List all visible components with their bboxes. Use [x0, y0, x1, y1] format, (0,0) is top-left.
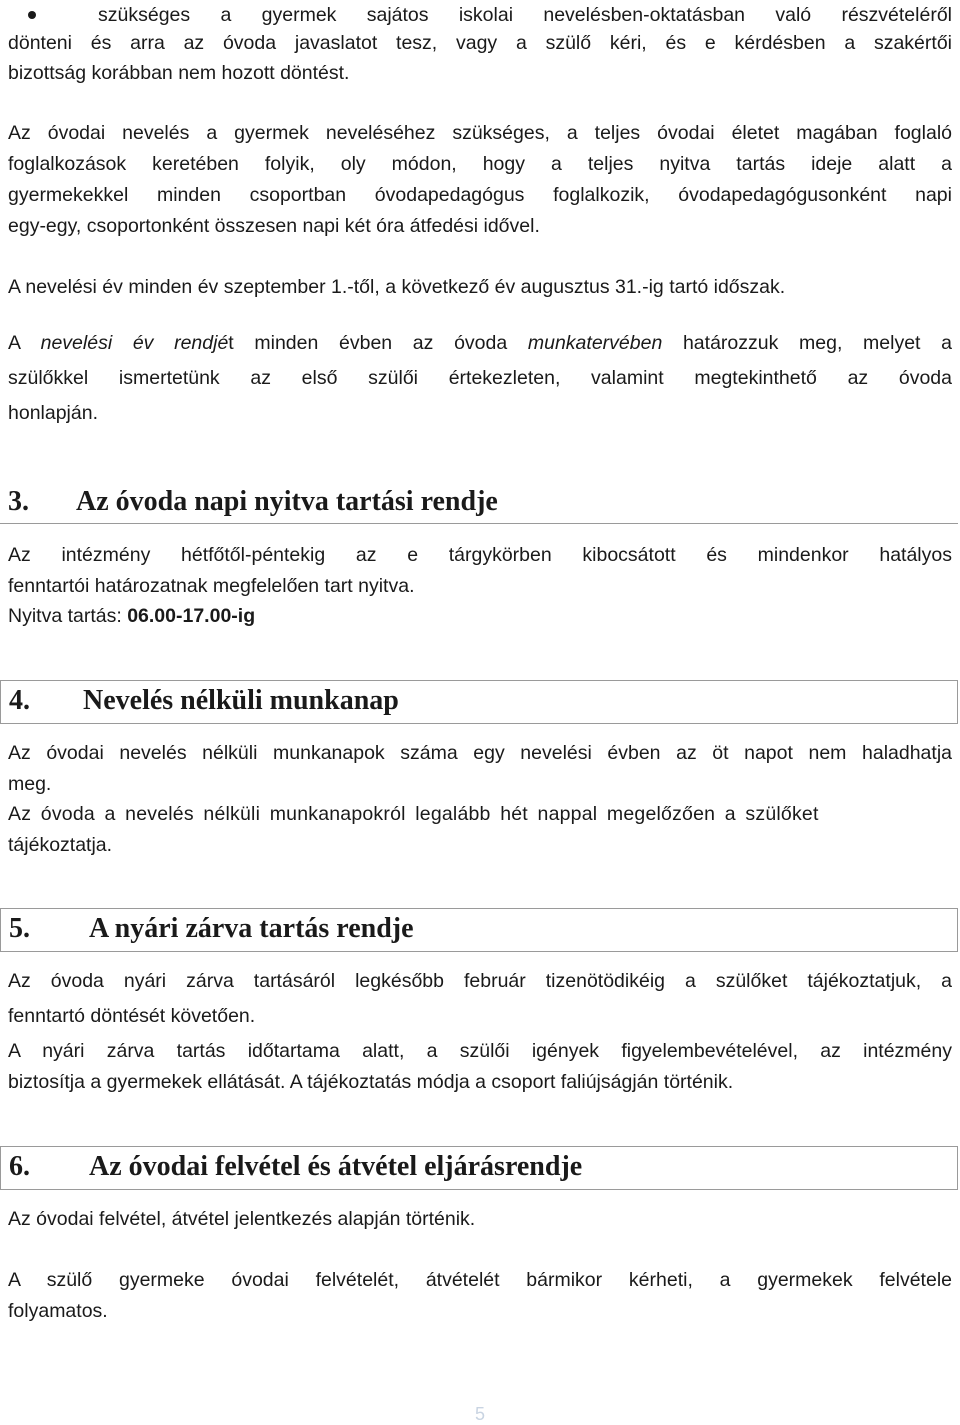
rend-italic-2: munkatervében: [527, 332, 663, 354]
bullet-line-3: bizottság korábban nem hozott döntést.: [8, 62, 350, 84]
opening-hours-label: Nyitva tartás:: [8, 605, 128, 627]
section-5-p1-line-1: Az óvoda nyári zárva tartásáról legkésőbb február tizenötödikéig a szülőket tájékoztatjuk, a: [8, 970, 952, 992]
section-5-p2-line-1: A nyári zárva tartás időtartama alatt, a szülői igények figyelembevételével, az intézmény: [8, 1040, 952, 1062]
section-3-p1-line-2: fenntartói határozatnak megfelelően tart nyitva.: [8, 575, 415, 597]
section-4-title: Nevelés nélküli munkanap: [83, 685, 399, 716]
bullet-line-2: dönteni és arra az óvoda javaslatot tesz, vagy a szülő kéri, és e kérdésben a szakértői: [8, 32, 952, 54]
section-6-title: Az óvodai felvétel és átvétel eljárásrendje: [89, 1151, 583, 1182]
rend-italic-1: nevelési év rendjé: [40, 332, 229, 354]
section-5-title: A nyári zárva tartás rendje: [89, 913, 414, 944]
nevelés-line-4: egy-egy, csoportonként összesen napi két óra átfedési idővel.: [8, 215, 540, 237]
rend-line-2: szülőkkel ismertetünk az első szülői értekezleten, valamint megtekinthető az óvoda: [8, 367, 952, 389]
section-3-number: 3.: [8, 486, 29, 517]
section-6-number: 6.: [9, 1151, 30, 1182]
opening-hours: [8, 605, 952, 628]
nevelés-line-1: Az óvodai nevelés a gyermek neveléséhez szükséges, a teljes óvodai életet magában foglaló: [8, 122, 952, 144]
section-4-p2-line-2: tájékoztatja.: [8, 834, 113, 856]
opening-hours-value: 06.00-17.00-ig: [127, 605, 256, 627]
section-4-number: 4.: [9, 685, 30, 716]
section-6-heading: [0, 1146, 958, 1190]
section-3-title: Az óvoda napi nyitva tartási rendje: [76, 486, 498, 517]
rend-text-c: határozzuk meg, melyet a: [662, 332, 952, 354]
nevelés-line-3: gyermekekkel minden csoportban óvodapedagógus foglalkozik, óvodapedagógusonként napi: [8, 184, 952, 206]
rend-text-b: t minden évben az óvoda: [228, 332, 528, 354]
section-4-p2-line-1: Az óvoda a nevelés nélküli munkanapokról legalább hét nappal megelőzően a szülőket: [8, 803, 819, 825]
section-6-p1-line-1: Az óvodai felvétel, átvétel jelentkezés alapján történik.: [8, 1208, 476, 1230]
section-3-heading: [0, 486, 958, 522]
nevelés-line-2: foglalkozások keretében folyik, oly módon, hogy a teljes nyitva tartás ideje alatt a: [8, 153, 952, 175]
rend-line-1: [8, 332, 952, 355]
rend-text-a: A: [8, 332, 41, 354]
section-4-p1-line-1: Az óvodai nevelés nélküli munkanapok száma egy nevelési évben az öt napot nem haladhatja: [8, 742, 952, 764]
section-5-p1-line-2: fenntartó döntését követően.: [8, 1005, 256, 1027]
nevelési-év-paragraph: A nevelési év minden év szeptember 1.-től, a következő év augusztus 31.-ig tartó időszak.: [8, 276, 786, 298]
page-number: 5: [474, 1404, 485, 1424]
section-4-p1-line-2: meg.: [8, 773, 52, 795]
section-5-number: 5.: [9, 913, 30, 944]
section-5-p2-line-2: biztosítja a gyermekek ellátását. A tájékoztatás módja a csoport faliújságján történik.: [8, 1071, 734, 1093]
section-4-heading: [0, 680, 958, 724]
section-3-p1-line-1: Az intézmény hétfőtől-péntekig az e tárgykörben kibocsátott és mindenkor hatályos: [8, 544, 952, 566]
section-3-rule: [0, 523, 958, 524]
section-5-heading: [0, 908, 958, 952]
section-6-p2-line-1: A szülő gyermeke óvodai felvételét, átvételét bármikor kérheti, a gyermekek felvétele: [8, 1269, 952, 1291]
section-6-p2-line-2: folyamatos.: [8, 1300, 108, 1322]
bullet-line-1: szükséges a gyermek sajátos iskolai nevelésben-oktatásban való részvételéről: [98, 4, 952, 26]
bullet-icon: [28, 11, 36, 19]
rend-line-3: honlapján.: [8, 402, 98, 424]
